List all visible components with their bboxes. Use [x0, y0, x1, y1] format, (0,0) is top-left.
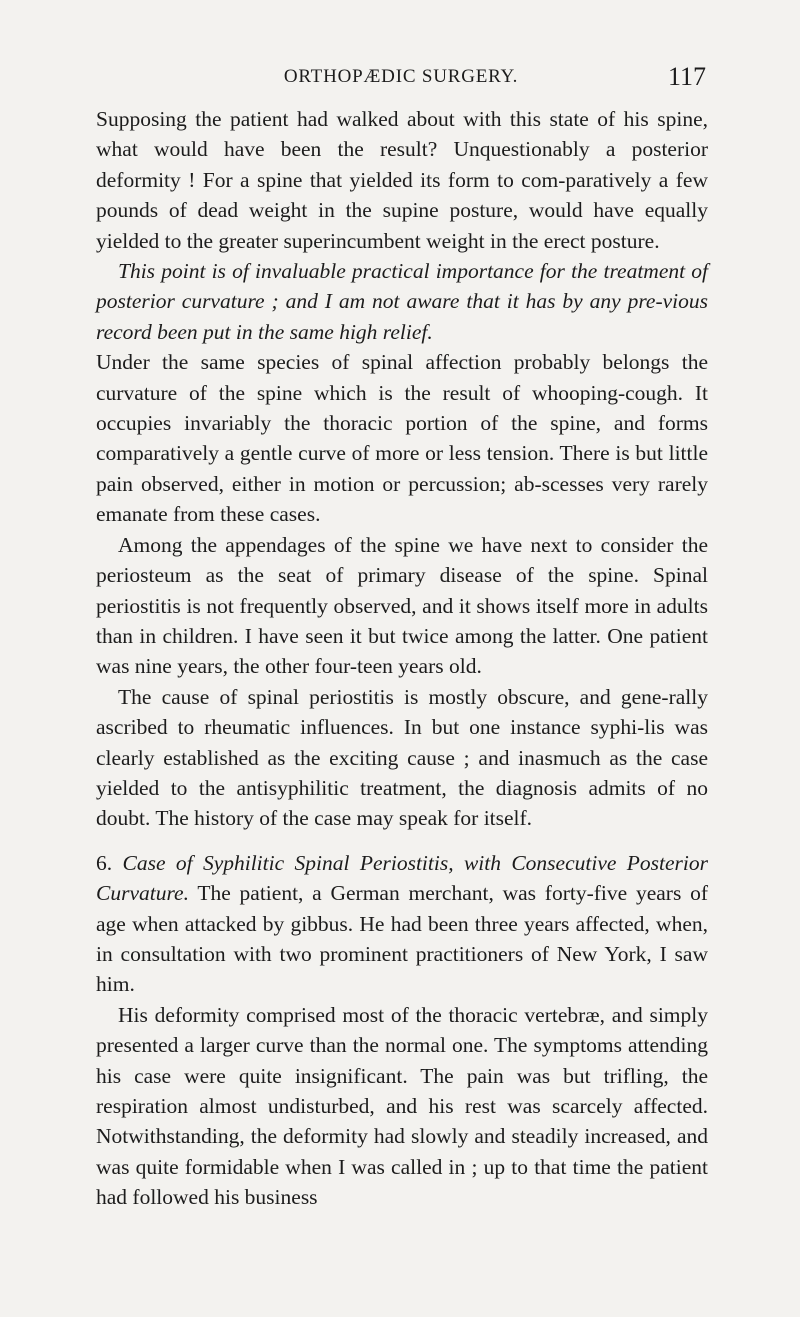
- italic-statement: [96, 256, 708, 347]
- case-title: Case of Syphilitic Spinal Periostitis, with Consecutive Posterior Curvature.: [96, 850, 709, 906]
- paragraph-4: The cause of spinal periostitis is mostly obscure, and gene-rally ascribed to rheumatic influences. In but one instance syphi-lis was clearly established as the exciting cause ; and inasmuch as the case yielded to the antisyphilitic treatment, the diagnosis admits of no doubt. The history of the case may speak for itself.: [96, 684, 708, 831]
- case-paragraph: [96, 848, 708, 1000]
- paragraph-1: Supposing the patient had walked about with this state of his spine, what would have been the result? Unquestionably a posterior deformity ! For a spine that yielded its form to com-paratively a few pounds of dead weight in the supine posture, would have equally yielded to the greater superincumbent weight in the erect posture.: [96, 107, 708, 253]
- page-number: 117: [667, 62, 706, 91]
- body-text: [96, 104, 708, 1213]
- page-header: [96, 62, 706, 96]
- paragraph-6: His deformity comprised most of the thoracic vertebræ, and simply presented a larger curve than the normal one. The symptoms attending his case were quite insignificant. The pain was but trifling, the respiration almost undisturbed, and his rest was scarcely affected. Notwithstanding, the deformity had slowly and steadily increased, and was quite formidable when I was called in ; up to that time the patient had followed his business: [96, 1002, 708, 1210]
- paragraph-3: Among the appendages of the spine we have next to consider the periosteum as the seat of primary disease of the spine. Spinal periostitis is not frequently observed, and it shows itself more in adults than in children. I have seen it but twice among the latter. One patient was nine years, the other four-teen years old.: [96, 532, 708, 679]
- case-text: The patient, a German merchant, was forty-five years of age when attacked by gibbus. He had been three years affected, when, in consultation with two prominent practitioners of New York, I saw him.: [96, 881, 708, 997]
- running-head: ORTHOPÆDIC SURGERY.: [283, 66, 519, 87]
- paragraph-2: Under the same species of spinal affection probably belongs the curvature of the spine which is the result of whooping-cough. It occupies invariably the thoracic portion of the spine, and forms comparatively a gentle curve of more or less tension. There is but little pain observed, either in motion or percussion; ab-scesses very rarely emanate from these cases.: [96, 350, 708, 527]
- italic-statement-text: This point is of invaluable practical importance for the treatment of posterior curvature ; and I am not aware that it has by any pre-vious record been put in the same high relief.: [96, 259, 708, 344]
- case-number: 6.: [96, 850, 113, 875]
